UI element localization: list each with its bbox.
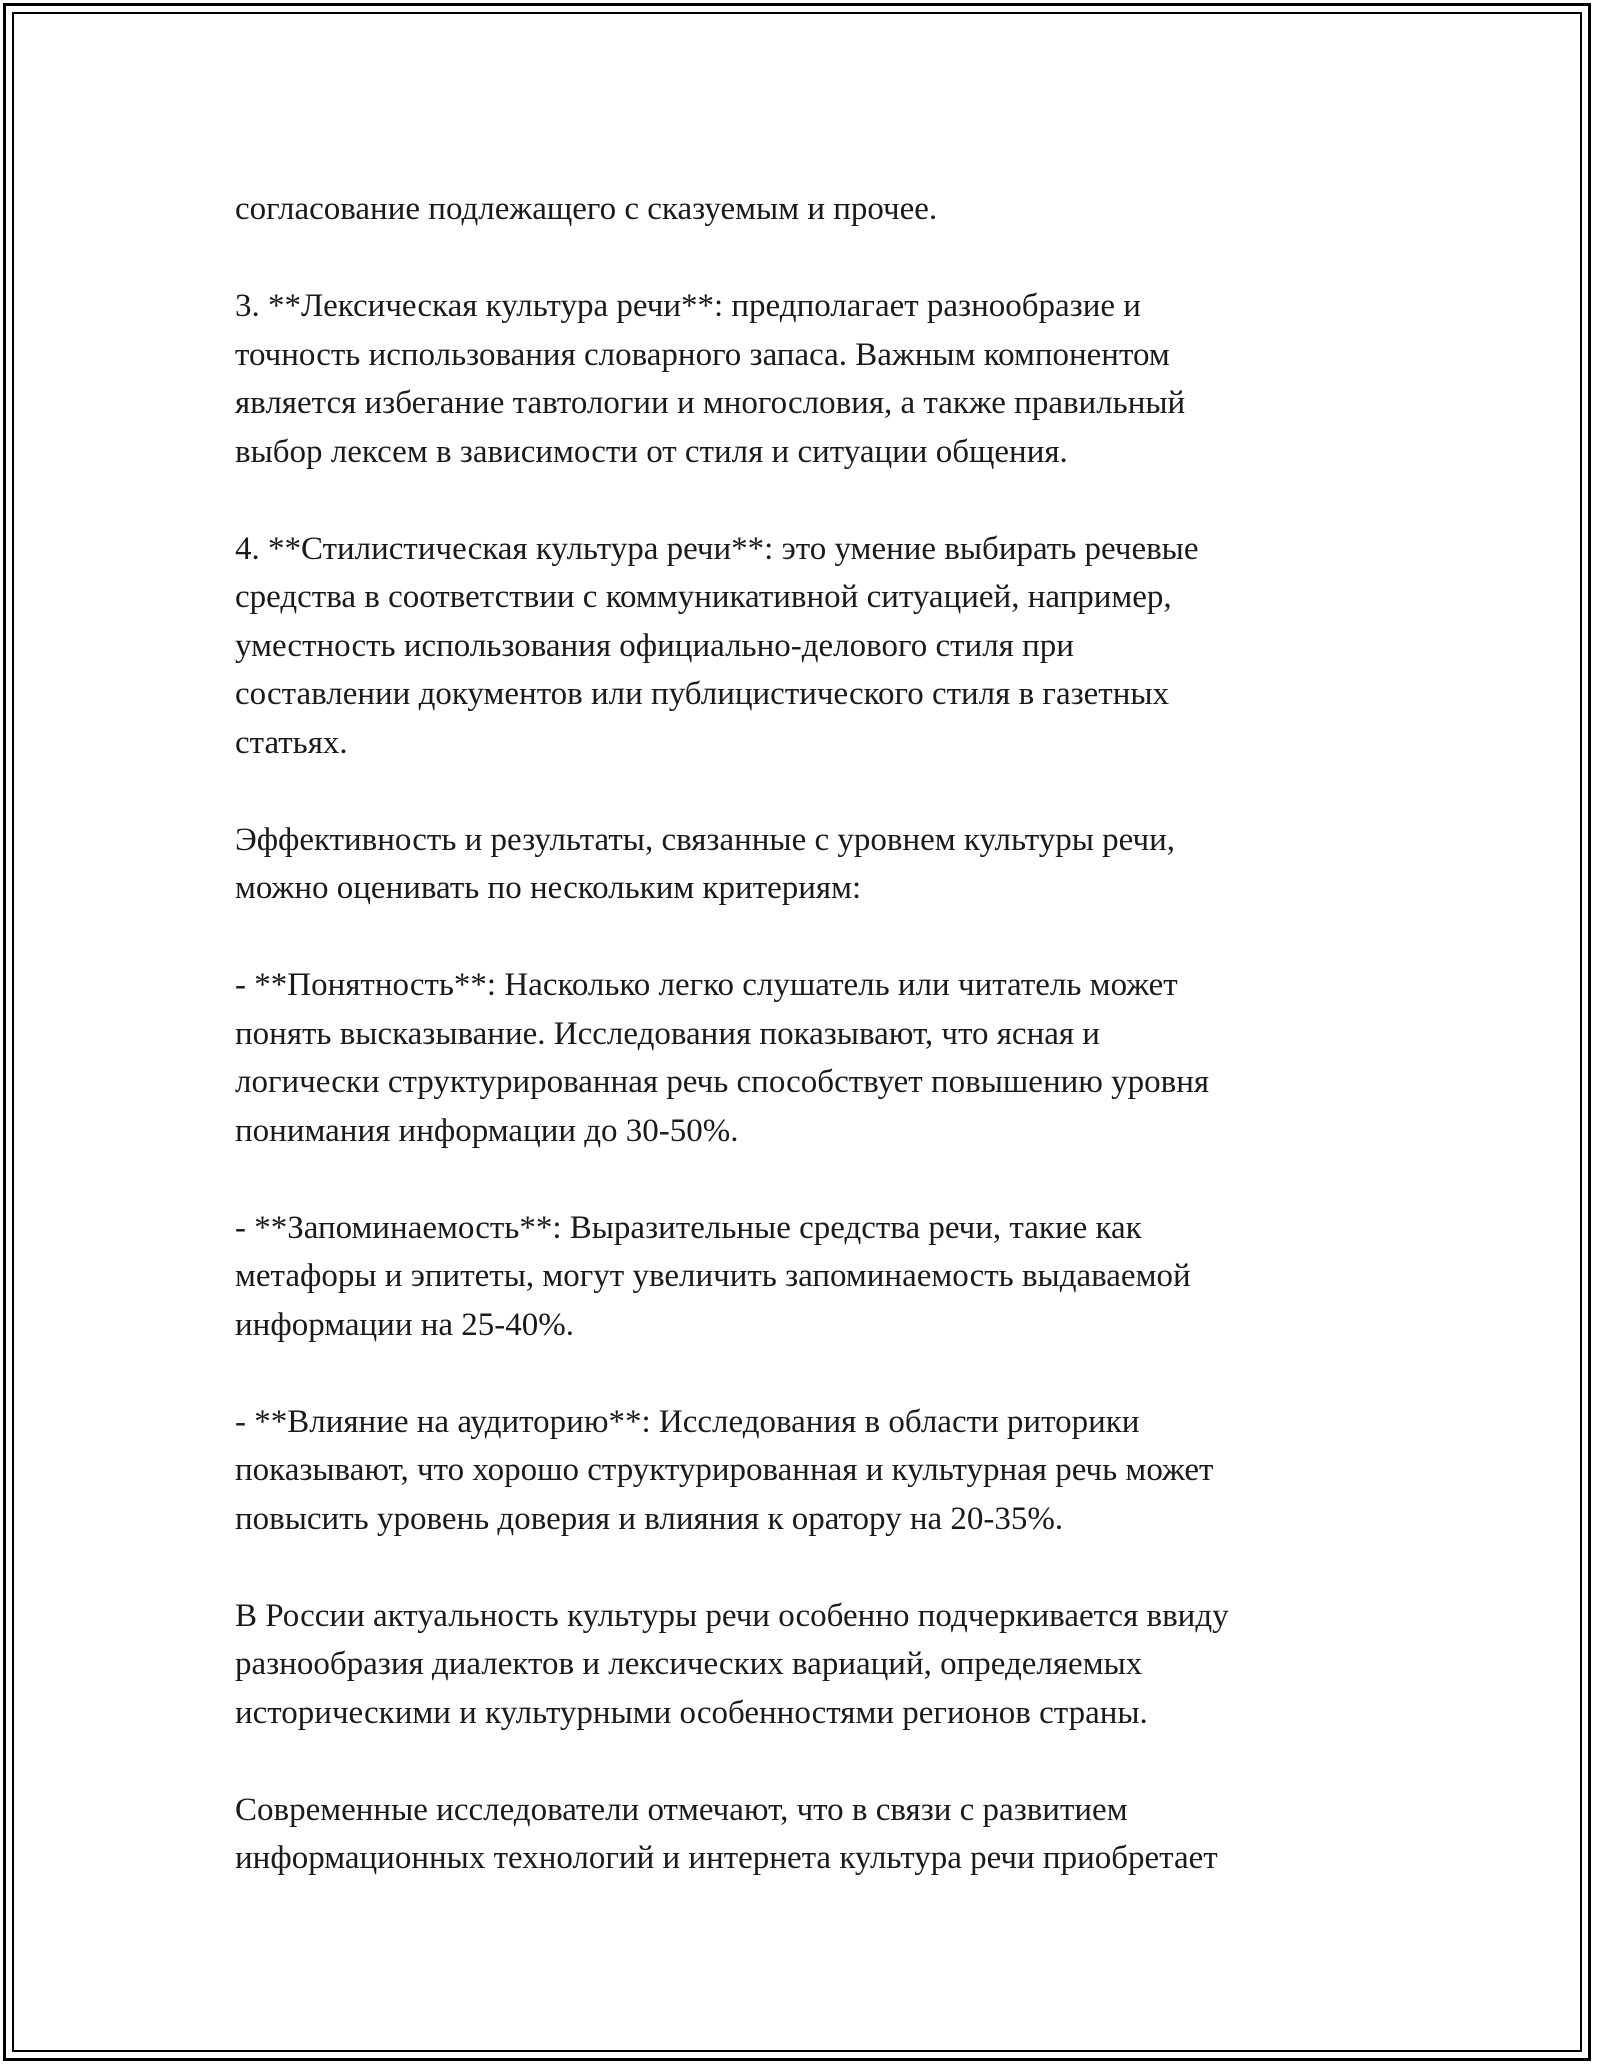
text-line: информационных технологий и интернета культура речи приобретает <box>235 1840 1218 1876</box>
text-line: понимания информации до 30-50%. <box>235 1112 739 1149</box>
text-line: статьях. <box>235 724 348 761</box>
paragraph-memorability <box>235 1204 1365 1350</box>
text-line: историческими и культурными особенностями регионов страны. <box>235 1694 1148 1731</box>
paragraph-clarity <box>235 961 1365 1155</box>
text-line: логически структурированная речь способствует повышению уровня <box>235 1064 1210 1100</box>
text-line: понять высказывание. Исследования показывают, что ясная и <box>235 1015 1100 1052</box>
text-line: точность использования словарного запаса. Важным компонентом <box>235 336 1170 373</box>
text-line: информации на 25-40%. <box>235 1306 575 1343</box>
text-line: можно оценивать по нескольким критериям: <box>235 870 862 906</box>
text-line: 3. **Лексическая культура речи**: предполагает разнообразие и <box>235 288 1141 324</box>
text-line: составлении документов или публицистического стиля в газетных <box>235 676 1170 712</box>
text-line: согласование подлежащего с сказуемым и прочее. <box>235 191 938 227</box>
text-line: показывают, что хорошо структурированная и культурная речь может <box>235 1452 1214 1488</box>
paragraph-audience-influence <box>235 1398 1365 1544</box>
paragraph-lexical-culture <box>235 282 1365 476</box>
text-line: - **Влияние на аудиторию**: Исследования в области риторики <box>235 1403 1140 1440</box>
text-line: Современные исследователи отмечают, что в связи с развитием <box>235 1791 1128 1828</box>
paragraph-russia <box>235 1592 1365 1738</box>
text-line: средства в соответствии с коммуникативной ситуацией, например, <box>235 579 1172 615</box>
text-line: 4. **Стилистическая культура речи**: это умение выбирать речевые <box>235 530 1199 567</box>
text-line: Эффективность и результаты, связанные с уровнем культуры речи, <box>235 821 1176 858</box>
text-line: - **Понятность**: Насколько легко слушатель или читатель может <box>235 967 1178 1003</box>
text-line: разнообразия диалектов и лексических вариаций, определяемых <box>235 1646 1143 1682</box>
paragraph-effectiveness <box>235 816 1365 913</box>
paragraph-modern-researchers <box>235 1786 1365 1883</box>
text-line: В России актуальность культуры речи особенно подчеркивается ввиду <box>235 1597 1229 1634</box>
text-line: выбор лексем в зависимости от стиля и ситуации общения. <box>235 433 1068 470</box>
document-body <box>235 185 1365 1931</box>
paragraph-stylistic-culture <box>235 525 1365 768</box>
paragraph-continuation <box>235 185 1365 234</box>
text-line: является избегание тавтологии и многословия, а также правильный <box>235 385 1186 421</box>
text-line: метафоры и эпитеты, могут увеличить запоминаемость выдаваемой <box>235 1258 1191 1294</box>
text-line: - **Запоминаемость**: Выразительные средства речи, такие как <box>235 1209 1142 1246</box>
text-line: повысить уровень доверия и влияния к оратору на 20-35%. <box>235 1500 1064 1537</box>
text-line: уместность использования официально-делового стиля при <box>235 627 1074 664</box>
